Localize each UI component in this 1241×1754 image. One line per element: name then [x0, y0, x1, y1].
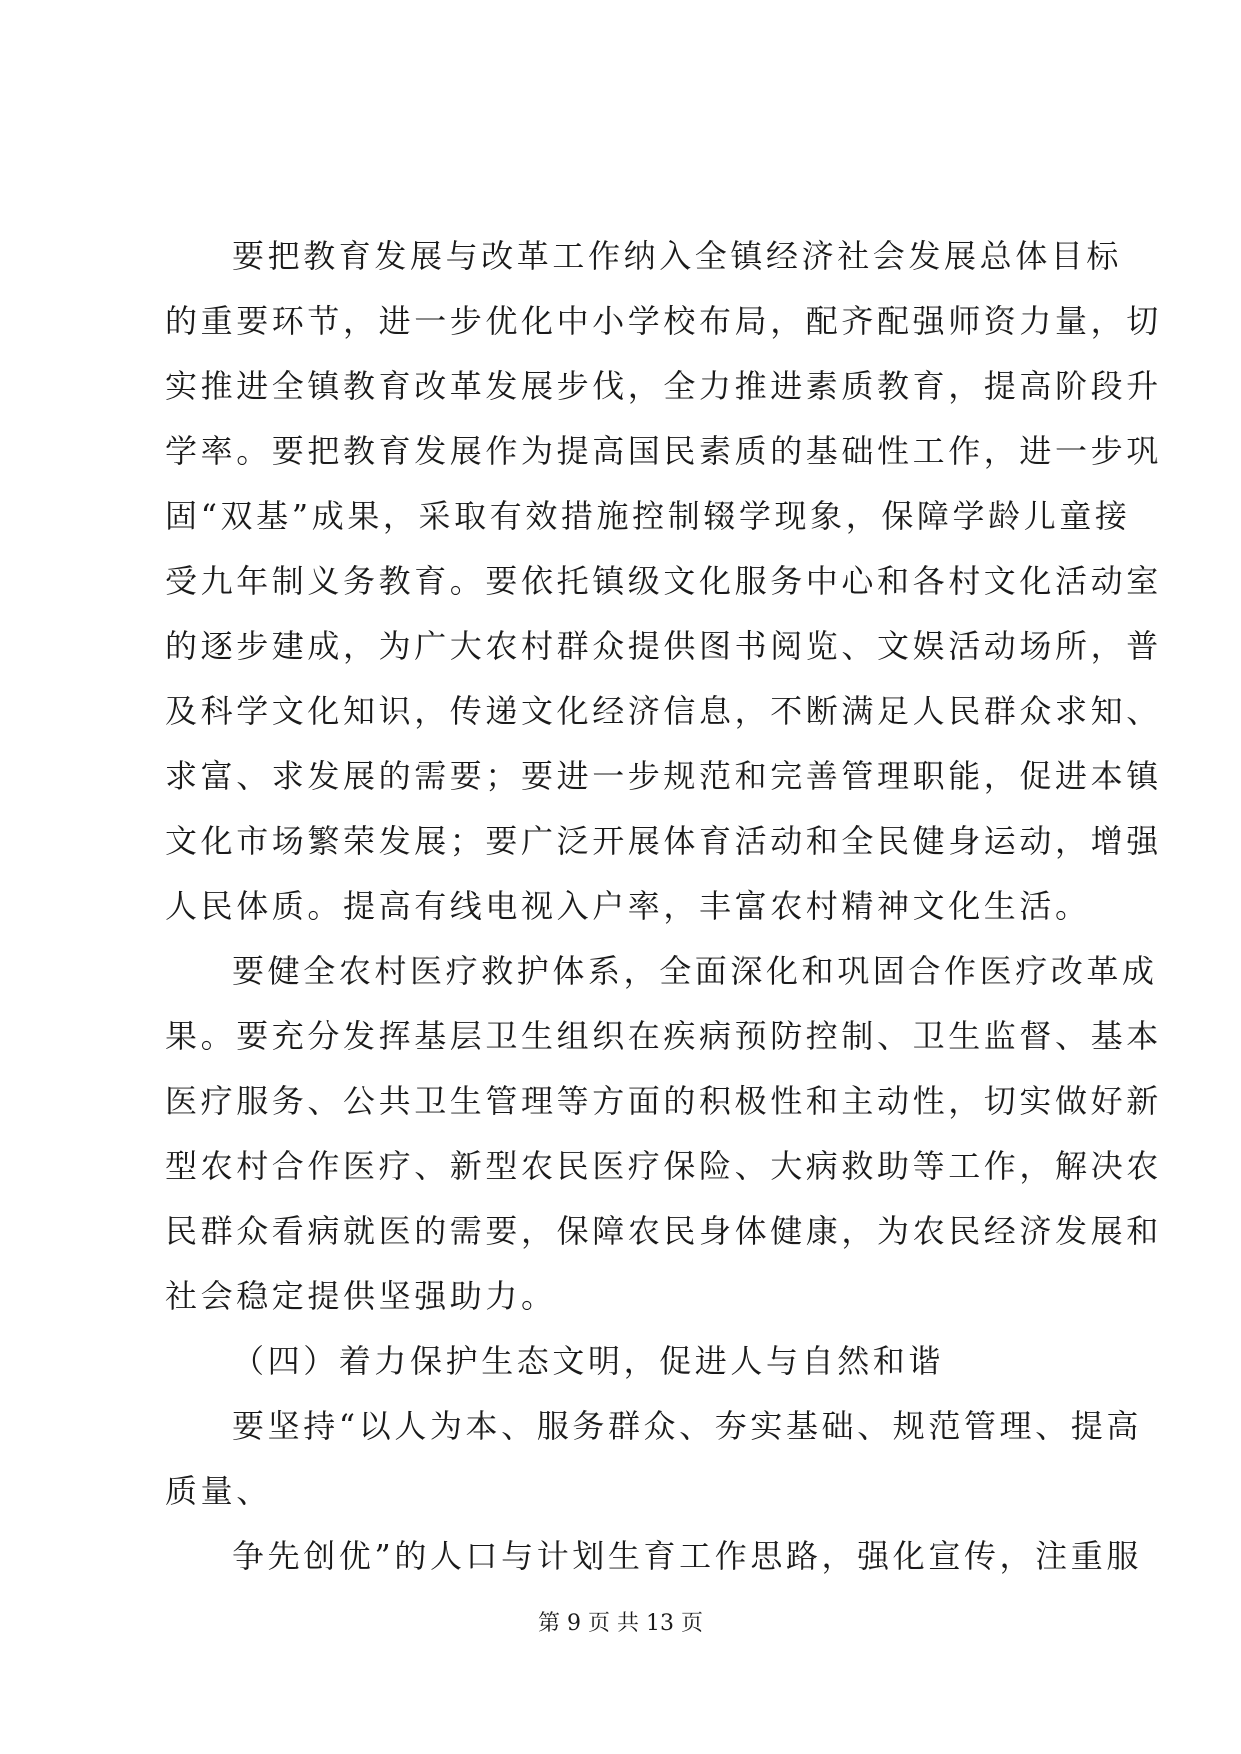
paragraph-line: 要把教育发展与改革工作纳入全镇经济社会发展总体目标	[232, 237, 1123, 275]
paragraph-line: 社会稳定提供坚强助力。	[165, 1277, 557, 1315]
paragraph-line: 文化市场繁荣发展；要广泛开展体育活动和全民健身运动，增强	[165, 822, 1162, 860]
paragraph-line: 果。要充分发挥基层卫生组织在疾病预防控制、卫生监督、基本	[165, 1017, 1162, 1055]
paragraph-line: 实推进全镇教育改革发展步伐，全力推进素质教育，提高阶段升	[165, 367, 1162, 405]
paragraph-line: 要健全农村医疗救护体系，全面深化和巩固合作医疗改革成	[232, 952, 1158, 990]
paragraph-line: 民群众看病就医的需要，保障农民身体健康，为农民经济发展和	[165, 1212, 1162, 1250]
paragraph-line: 的逐步建成，为广大农村群众提供图书阅览、文娱活动场所，普	[165, 627, 1162, 665]
page-number-footer: 第 9 页 共 13 页	[538, 1611, 703, 1636]
paragraph-line: 求富、求发展的需要；要进一步规范和完善管理职能，促进本镇	[165, 757, 1162, 795]
paragraph-line: 固“双基”成果，采取有效措施控制辍学现象，保障学龄儿童接	[165, 497, 1131, 535]
paragraph-line: 学率。要把教育发展作为提高国民素质的基础性工作，进一步巩	[165, 432, 1162, 470]
paragraph-line: 的重要环节，进一步优化中小学校布局，配齐配强师资力量，切	[165, 302, 1162, 340]
paragraph-line: 型农村合作医疗、新型农民医疗保险、大病救助等工作，解决农	[165, 1147, 1162, 1185]
paragraph-line: 质量、	[165, 1472, 272, 1510]
paragraph-line: 医疗服务、公共卫生管理等方面的积极性和主动性，切实做好新	[165, 1082, 1162, 1120]
paragraph-line: 争先创优”的人口与计划生育工作思路，强化宣传，注重服	[232, 1537, 1142, 1575]
paragraph-line: 人民体质。提高有线电视入户率，丰富农村精神文化生活。	[165, 887, 1091, 925]
paragraph-line: 要坚持“以人为本、服务群众、夯实基础、规范管理、提高	[232, 1407, 1142, 1445]
paragraph-line: 受九年制义务教育。要依托镇级文化服务中心和各村文化活动室	[165, 562, 1162, 600]
paragraph-line: 及科学文化知识，传递文化经济信息，不断满足人民群众求知、	[165, 692, 1162, 730]
section-heading: （四）着力保护生态文明，促进人与自然和谐	[232, 1342, 945, 1380]
